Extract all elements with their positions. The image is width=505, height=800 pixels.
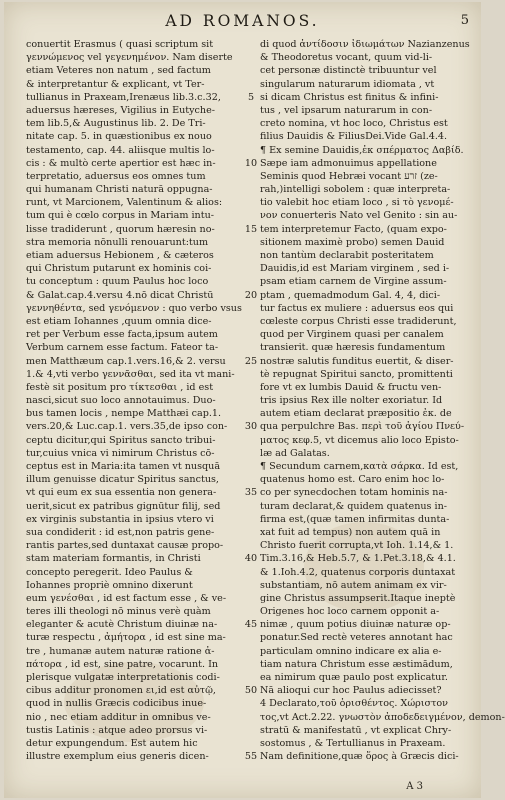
right-column-line: xat fuit ad tempus) non autem quā in <box>260 526 441 538</box>
right-column-line: filius Dauidis & FiliusDei.Vide Gal.4.4. <box>260 131 448 143</box>
line-number-spacer <box>240 513 262 526</box>
left-column-line: nasci,sicut suo loco annotauimus. Duo- <box>26 395 216 407</box>
line-number-spacer <box>240 697 262 710</box>
left-column-line: qui Christum putarunt ex hominis coi- <box>26 263 212 275</box>
left-column-line: detur expungendum. Est autem hic <box>26 737 198 749</box>
right-column-line: rah,)intelligi sobolem : quæ interpreta- <box>260 184 451 196</box>
left-column-line: vers.20,& Luc.cap.1. vers.35,de ipso con- <box>26 421 228 433</box>
left-column-line: cibus additur pronomen ει,id est αὐτῷ, <box>26 685 216 697</box>
right-column-line: qua perpulchre Bas. περὶ τοῦ ἁγίου Πνεύ- <box>260 421 465 433</box>
left-column-line: festè sit positum pro τίκτεσθαι , id est <box>26 381 214 393</box>
line-number-spacer <box>240 368 262 381</box>
book-page <box>4 2 505 798</box>
right-column-line: fore vt ex lumbis Dauid & fructu ven- <box>260 381 442 393</box>
left-column-line: nitate cap. 5. in quæstionibus ex nouo <box>26 131 212 143</box>
left-column-line: vt qui eum ex sua essentia non genera- <box>26 487 217 499</box>
line-number-spacer <box>240 315 262 328</box>
left-column-line: illum genuisse dicatur Spiritus sanctus, <box>26 474 219 486</box>
right-column-line: nimæ , quum potius diuinæ naturæ op- <box>260 619 451 631</box>
right-column-line: Sæpe iam admonuimus appellatione <box>260 157 437 169</box>
line-number-spacer <box>240 592 262 605</box>
right-column-line: stratū & manifestatū , vt explicat Chry- <box>260 724 452 736</box>
line-number: 25 <box>244 355 258 367</box>
right-column-line: autem etiam declarat præpositio ἐκ. de <box>260 408 452 420</box>
line-number-spacer <box>240 38 262 51</box>
right-column <box>260 38 505 763</box>
left-column-line: stra memoria nōnulli renouarunt:tum <box>26 236 209 248</box>
left-column-line: lisse tradiderunt , quorum hæresin no- <box>26 223 215 235</box>
line-number-spacer <box>240 117 262 130</box>
running-head <box>4 12 481 34</box>
left-column-line: ceptu dicitur,qui Spiritus sancto tribui- <box>26 434 216 446</box>
line-number: 5 <box>247 91 255 103</box>
left-column-line: eleganter & acutè Christum diuinæ na- <box>26 619 218 631</box>
left-column-line: tem lib.5,& Augustinus lib. 2. De Tri- <box>26 118 206 130</box>
line-number-spacer <box>240 104 262 117</box>
right-column-line: Tim.3.16,& Heb.5.7, & 1.Pet.3.18,& 4.1. <box>260 553 456 565</box>
right-column-line: nostræ salutis funditus euertit, & diser- <box>260 355 454 367</box>
line-number-spacer <box>240 473 262 486</box>
right-column-line: Origenes hoc loco carnem opponit a- <box>260 606 440 618</box>
right-column-line: cet personæ distinctè tribuuntur vel <box>260 65 437 77</box>
left-column-line: etiam Veteres non natum , sed factum <box>26 65 211 77</box>
left-column-line: ceptus est in Maria:ita tamen vt nusquā <box>26 461 221 472</box>
line-number-spacer <box>240 262 262 275</box>
right-column-line: tem interpretemur Facto, (quam expo- <box>260 223 447 235</box>
right-column-line: læ ad Galatas. <box>260 447 330 459</box>
running-head-title: AD ROMANOS. <box>165 12 320 30</box>
line-number-spacer <box>240 645 262 658</box>
line-number-spacer <box>240 434 262 447</box>
right-column-line: ea nimirum quæ paulo post explicatur. <box>260 672 448 683</box>
left-column-line: terpretatio, aduersus eos omnes tum <box>26 170 206 182</box>
line-number-spacer <box>240 724 262 737</box>
line-number-spacer <box>240 236 262 249</box>
left-column-line: tullianus in Praxeam,Irenæus lib.3.c.32, <box>26 91 221 103</box>
left-column-line: ex virginis substantia in ipsius vtero vi <box>26 513 214 525</box>
left-column-line: tum qui è cœlo corpus in Mariam intu- <box>26 210 215 222</box>
right-column-line: ponatur.Sed rectè veteres annotant hac <box>260 632 453 644</box>
left-column-line: ret per Verbum esse facta,ipsum autem <box>26 329 218 341</box>
line-number: 55 <box>244 751 258 763</box>
page-number: 5 <box>460 13 469 28</box>
right-column-line: psam etiam carnem de Virgine assum- <box>260 276 447 288</box>
right-column-line: ¶ Secundum carnem,κατὰ σάρκα. Id est, <box>260 461 459 472</box>
left-column-line: men Matthæum cap.1.vers.16,& 2. versu <box>26 355 226 367</box>
line-number-gutter <box>240 38 262 763</box>
line-number: 10 <box>244 157 258 169</box>
right-column-line: tè repugnat Spiritui sancto, promittenti <box>260 368 453 380</box>
right-column-line: ptam , quemadmodum Gal. 4, 4, dici- <box>260 289 441 301</box>
right-column-line: creto nomina, vt hoc loco, Christus est <box>260 118 448 130</box>
left-column-line: aduersus hæreses, Vigilius in Eutyche- <box>26 104 216 116</box>
right-column-line: Seminis quod Hebræi vocant זרע (ze- <box>260 170 438 182</box>
right-column-line: particulam omnino indicare ex alia e- <box>260 645 442 657</box>
left-column-line: plerisque vulgatæ interpretationis codi- <box>26 672 220 683</box>
line-number-spacer <box>240 78 262 91</box>
right-column-line: & Theodoretus vocant, quum vid-li- <box>260 52 433 64</box>
line-number-spacer <box>240 566 262 579</box>
left-column-line: sua condiderit : id est,non patris gene- <box>26 526 215 538</box>
line-number-spacer <box>240 447 262 460</box>
left-column-line: tu conceptum : quum Paulus hoc loco <box>26 276 209 288</box>
line-number-spacer <box>240 500 262 513</box>
right-column-line: firma est,(quæ tamen infirmitas dunta- <box>260 513 450 525</box>
left-column-line: tre , humanæ autem naturæ ratione ἀ- <box>26 645 215 657</box>
left-column-line: conuertit Erasmus ( quasi scriptum sit <box>26 39 214 50</box>
right-column-line: cœleste corpus Christi esse tradiderunt, <box>260 315 457 327</box>
right-column-line: si dicam Christus est finitus & infini- <box>260 91 439 103</box>
left-column <box>26 38 244 763</box>
line-number-spacer <box>240 275 262 288</box>
left-column-line: tur,cuius vnica vi nimirum Christus cō- <box>26 447 215 459</box>
right-column-line: quod per Virginem quasi per canalem <box>260 329 444 341</box>
left-column-line: est etiam Iohannes ,quum omnia dice- <box>26 315 212 327</box>
line-number-spacer <box>240 209 262 222</box>
line-number-spacer <box>240 130 262 143</box>
line-number-spacer <box>240 407 262 420</box>
left-column-line: quod in nullis Græcis codicibus inue- <box>26 698 207 710</box>
line-number-spacer <box>240 605 262 618</box>
left-column-line: γεννηθέντα, sed γενόμενον : quo verbo vsus <box>26 302 242 314</box>
left-column-line: concepto peregerit. Ideo Paulus & <box>26 566 193 578</box>
left-column-line: 1.& 4,vti verbo γεννᾶσθαι, sed ita vt mani- <box>26 368 235 380</box>
line-number-spacer <box>240 64 262 77</box>
right-column-line: di quod ἀντίδοσιν ἰδιωμάτων Nazianzenus <box>260 39 470 50</box>
left-column-line: & Galat.cap.4.versu 4.nō dicat Christū <box>26 289 214 301</box>
left-column-line: etiam aduersus Hebionem , & cæteros <box>26 250 214 261</box>
right-column-line: tur factus ex muliere : aduersus eos qui <box>260 302 454 314</box>
right-column-line: ματος κεφ.5, vt dicemus alio loco Episto- <box>260 434 459 446</box>
left-column-line: illustre exemplum eius generis dicen- <box>26 751 209 763</box>
left-column-line: teres illi theologi nō minus verè quàm <box>26 606 211 618</box>
right-column-line: substantiam, nō autem animam ex vir- <box>260 579 447 591</box>
line-number-spacer <box>240 183 262 196</box>
line-number: 35 <box>244 487 258 499</box>
right-column-line: tris ipsius Rex ille nolter exoriatur. Id <box>260 395 443 407</box>
line-number: 20 <box>244 289 258 301</box>
line-number: 15 <box>244 223 258 235</box>
left-column-line: stam materiam formantis, in Christi <box>26 553 201 565</box>
left-column-line: qui humanam Christi naturā oppugna- <box>26 184 213 196</box>
line-number: 50 <box>244 685 258 697</box>
right-column-line: tus , vel ipsarum naturarum in con- <box>260 104 433 116</box>
right-column-line: Dauidis,id est Mariam virginem , sed i- <box>260 263 450 275</box>
left-column-line: rantis partes,sed duntaxat causæ propo- <box>26 540 224 552</box>
line-number-spacer <box>240 341 262 354</box>
line-number-spacer <box>240 460 262 473</box>
left-column-line: Iohannes propriè omnino dixerunt <box>26 579 193 591</box>
left-column-line: eum γενέσθαι , id est factum esse , & ve- <box>26 592 227 604</box>
signature-mark: A 3 <box>406 781 423 792</box>
left-column-line: testamento, cap. 44. aliisque multis lo- <box>26 144 215 156</box>
left-column-line: uerit,sicut ex patribus gignūtur filij, sed <box>26 500 221 512</box>
line-number-spacer <box>240 671 262 684</box>
left-column-line: bus tamen locis , nempe Matthæi cap.1. <box>26 408 222 420</box>
right-column-line: νον conuerteris Nato vel Genito : sin au- <box>260 210 458 222</box>
line-number-spacer <box>240 302 262 315</box>
line-number: 30 <box>244 421 258 433</box>
right-column-line: turam declarat,& quidem quatenus in- <box>260 500 448 512</box>
line-number-spacer <box>240 328 262 341</box>
right-column-line: & 1.Ioh.4.2, quatenus corporis duntaxat <box>260 566 456 578</box>
line-number-spacer <box>240 170 262 183</box>
right-column-line: Nam definitione,quæ ὅρος à Græcis dici- <box>260 751 459 763</box>
left-column-line: nio , nec etiam additur in omnibus ve- <box>26 711 211 723</box>
right-column-line: transierit. quæ hæresis fundamentum <box>260 342 446 354</box>
line-number: 45 <box>244 619 258 631</box>
line-number-spacer <box>240 381 262 394</box>
line-number-spacer <box>240 711 262 724</box>
left-column-line: turæ respectu , ἀμήτορα , id est sine ma- <box>26 632 226 644</box>
right-column-line: Christo fuerit corrupta,vt Ioh. 1.14,& 1. <box>260 540 454 552</box>
left-column-line: cis : & multò certe apertior est hæc in- <box>26 157 216 169</box>
line-number-spacer <box>240 737 262 750</box>
left-column-line: γεννώμενος vel γεγενημένον. Nam diserte <box>26 52 233 64</box>
line-number-spacer <box>240 249 262 262</box>
right-column-line: Nā alioqui cur hoc Paulus adiecisset? <box>260 685 442 697</box>
line-number-spacer <box>240 658 262 671</box>
left-column-line: Verbum carnem esse factum. Fateor ta- <box>26 342 219 354</box>
right-column-line: tio valebit hoc etiam loco , si τὸ γενομέ- <box>260 197 454 209</box>
left-column-line: runt, vt Marcionem, Valentinum & alios: <box>26 197 223 209</box>
line-number-spacer <box>240 51 262 64</box>
right-column-line: co per synecdochen totam hominis na- <box>260 487 448 499</box>
left-column-line: & interpretantur & explicant, vt Ter- <box>26 78 205 90</box>
right-column-line: gine Christus assumpserit.Itaque ineptè <box>260 592 456 604</box>
line-number-spacer <box>240 539 262 552</box>
line-number-spacer <box>240 526 262 539</box>
line-number-spacer <box>240 196 262 209</box>
line-number-spacer <box>240 144 262 157</box>
left-column-line: tustis Latinis : atque adeo prorsus vi- <box>26 724 208 736</box>
right-column-line: tiam natura Christum esse æstimādum, <box>260 658 453 670</box>
right-column-line: quatenus homo est. Caro enim hoc lo- <box>260 474 445 486</box>
left-column-line: πάτορα , id est, sine patre, vocarunt. In <box>26 658 219 670</box>
right-column-line: 4 Declarato,τοῦ ὁρισθέντος. Χώριστον <box>260 698 449 710</box>
right-column-line: non tantùm declarabit posteritatem <box>260 250 434 261</box>
right-column-line: ¶ Ex semine Dauidis,ἐκ σπέρματος Δαβίδ. <box>260 144 464 156</box>
right-column-line: sostomus , & Tertullianus in Praxeam. <box>260 737 446 749</box>
line-number-spacer <box>240 579 262 592</box>
right-column-line: singularum naturarum idiomata , vt <box>260 78 435 90</box>
line-number: 40 <box>244 553 258 565</box>
line-number-spacer <box>240 631 262 644</box>
right-column-line: sitionem maximè probo) semen Dauid <box>260 236 445 248</box>
line-number-spacer <box>240 394 262 407</box>
right-column-line: τος,vt Act.2.22. γνωστὸν ἀποδεδειγμένον, demon- <box>260 711 505 723</box>
